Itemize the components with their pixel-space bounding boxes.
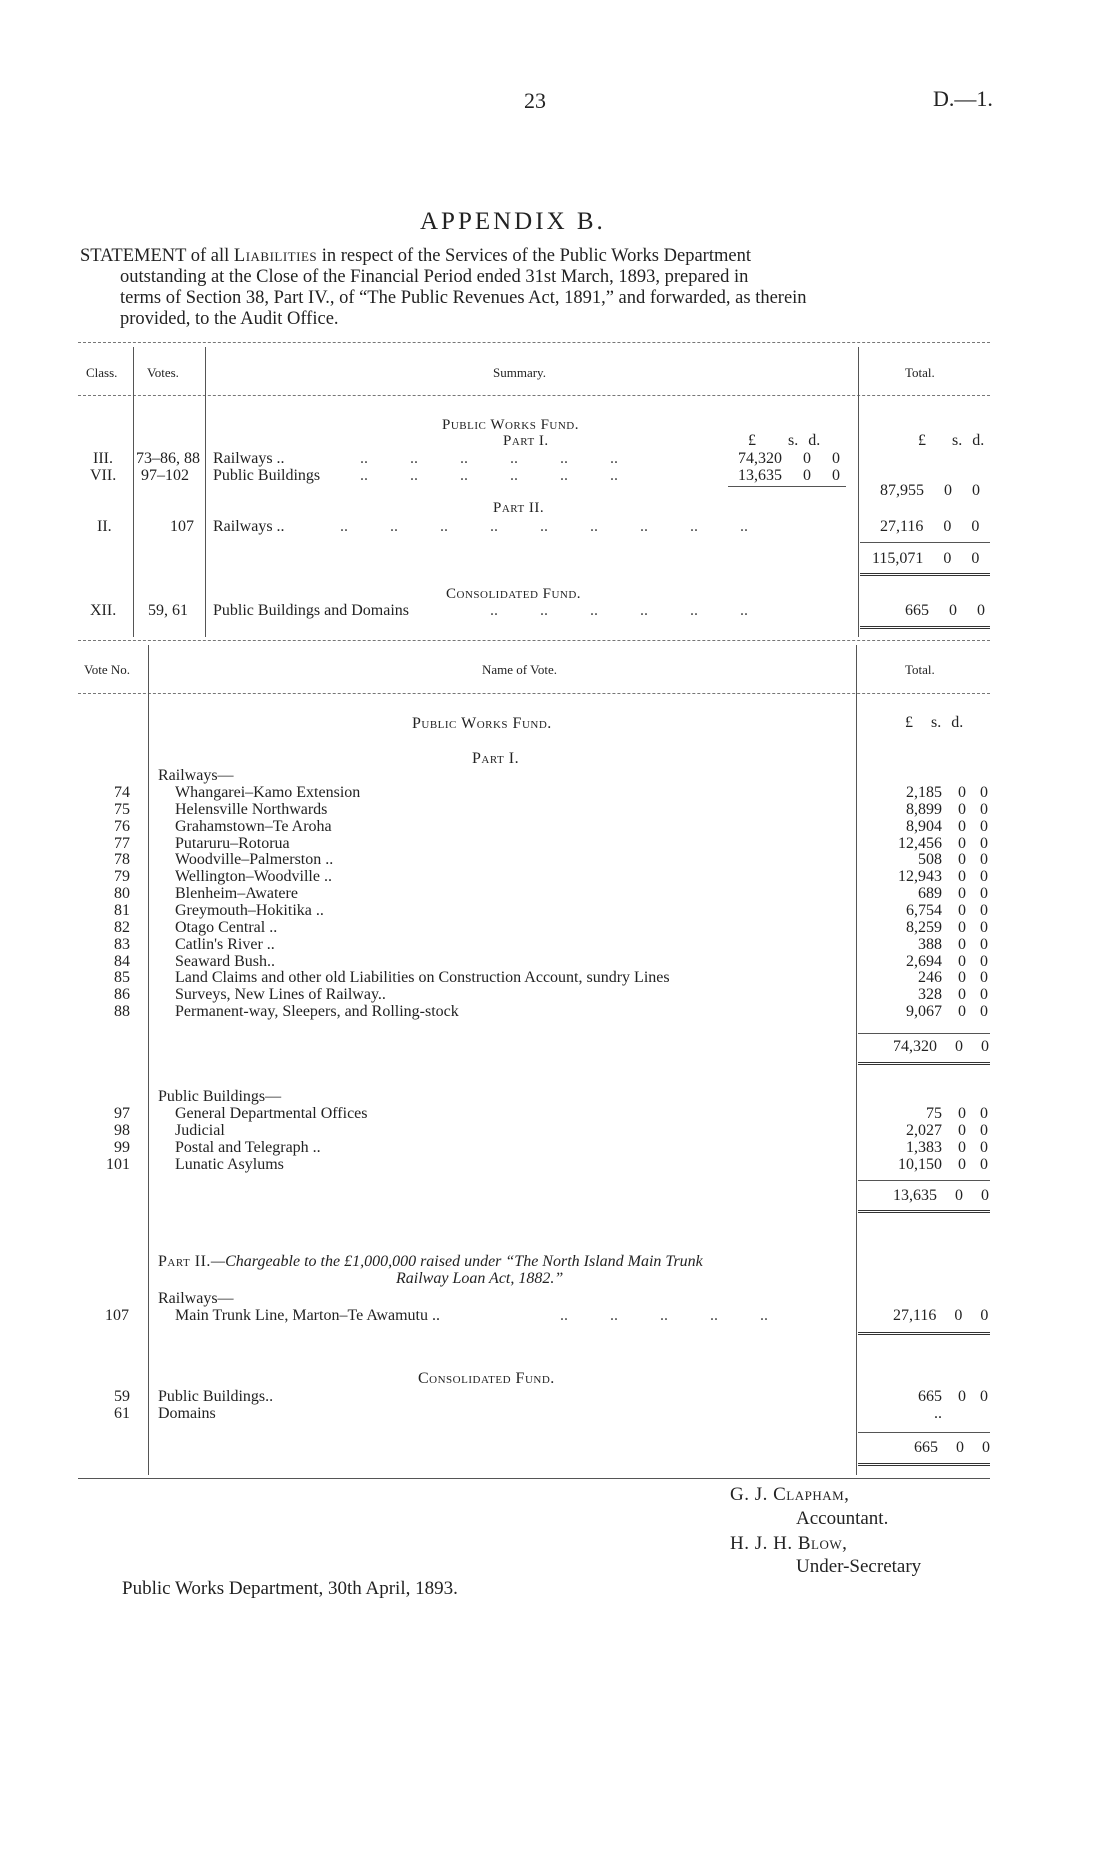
vote-name: Land Claims and other old Liabilities on Construction Account, sundry Lines xyxy=(175,969,670,987)
part2-line2 xyxy=(396,1270,563,1288)
vote-name: Postal and Telegraph .. xyxy=(175,1138,321,1156)
shillings: 0 xyxy=(943,518,952,535)
intro-line-4: provided, to the Audit Office. xyxy=(120,309,339,329)
vote-number: 97 xyxy=(114,1105,130,1122)
signatory-1-name: G. J. Clapham, xyxy=(730,1484,850,1505)
pounds: 115,071 xyxy=(872,550,924,567)
vote-pence: 0 xyxy=(980,1105,988,1122)
appendix-title: APPENDIX B. xyxy=(420,208,606,235)
shillings-label: s. xyxy=(931,714,942,731)
summary-row-name: Railways .. xyxy=(213,450,285,467)
vote-number: 75 xyxy=(114,800,130,818)
vote-pounds: 6,754 xyxy=(906,901,942,919)
vote-name: Grahamstown–Te Aroha xyxy=(175,817,332,835)
vote-pence: 0 xyxy=(980,1121,988,1139)
vote-number: 79 xyxy=(114,868,130,886)
pence: 0 xyxy=(971,550,980,567)
vote-pounds: 2,027 xyxy=(906,1121,942,1139)
summary-part1-total xyxy=(880,482,980,500)
vote-shillings: 0 xyxy=(958,834,966,852)
vote-shillings: 0 xyxy=(958,784,966,801)
summary-part2: Part II. xyxy=(493,500,545,516)
pounds: 665 xyxy=(914,1439,938,1456)
summary-pwf-total xyxy=(872,550,979,568)
vote-name: Whangarei–Kamo Extension xyxy=(175,784,361,801)
vote-name: Public Buildings.. xyxy=(158,1388,274,1405)
pence: 0 xyxy=(972,482,980,499)
pence: 0 xyxy=(977,602,985,619)
vote-number: 80 xyxy=(114,885,130,903)
vote-pounds: .. xyxy=(934,1404,942,1422)
summary-row-votes: 97–102 xyxy=(141,467,189,484)
vote-pence: 0 xyxy=(980,851,988,869)
footer-dateline: Public Works Department, 30th April, 1893. xyxy=(122,1578,458,1599)
vote-shillings: 0 xyxy=(958,800,966,818)
summary-row-total xyxy=(880,518,979,536)
vote-number: 81 xyxy=(114,901,130,919)
consolidated-total xyxy=(914,1439,990,1457)
summary-row-shillings: 0 xyxy=(803,450,811,467)
vote-pence: 0 xyxy=(980,952,988,970)
vote-number: 101 xyxy=(106,1155,130,1173)
part2-text-2: Railway Loan Act, 1882.” xyxy=(396,1270,564,1287)
vote-shillings: 0 xyxy=(958,1121,966,1139)
vote-name: Seaward Bush.. xyxy=(175,952,275,970)
shillings: 0 xyxy=(943,550,952,567)
pence: 0 xyxy=(982,1439,990,1456)
vote-number: 85 xyxy=(114,969,130,987)
vote-number: 61 xyxy=(114,1404,130,1422)
vote-pence: 0 xyxy=(980,901,988,919)
shillings: 0 xyxy=(954,1307,963,1324)
intro-line-3: terms of Section 38, Part IV., of “The Public Revenues Act, 1891,” and forwarded, as therein xyxy=(120,288,807,308)
buildings-total xyxy=(893,1187,989,1205)
page-number: 23 xyxy=(524,88,546,113)
summary-row-pounds: 74,320 xyxy=(738,450,782,467)
vote-pounds: 8,904 xyxy=(906,817,942,835)
vote-shillings: 0 xyxy=(958,986,966,1004)
vote-pounds: 8,899 xyxy=(906,800,942,818)
vote-pence: 0 xyxy=(980,918,988,936)
pounds: 13,635 xyxy=(893,1187,937,1204)
vote-pounds: 12,943 xyxy=(898,868,942,886)
pence: 0 xyxy=(981,1187,989,1204)
vote-pounds: 8,259 xyxy=(906,918,942,936)
vote-pounds: 328 xyxy=(918,986,942,1004)
summary-row-pence: 0 xyxy=(832,467,840,484)
part2-line1 xyxy=(158,1253,703,1271)
summary-header-summary: Summary. xyxy=(493,365,546,380)
buildings-heading: Public Buildings— xyxy=(158,1088,282,1105)
summary-currency-total xyxy=(918,432,984,450)
vote-pounds: 689 xyxy=(918,885,942,903)
summary-header-votes: Votes. xyxy=(147,365,179,380)
vote-pounds: 75 xyxy=(926,1105,942,1122)
vote-number: 78 xyxy=(114,851,130,869)
vote-pence: 0 xyxy=(980,1155,988,1173)
intro-line-2: outstanding at the Close of the Financial Period ended 31st March, 1893, prepared in xyxy=(120,267,749,287)
signatory-2-title: Under-Secretary xyxy=(796,1556,922,1577)
detail-header-name: Name of Vote. xyxy=(482,662,557,677)
vote-shillings: 0 xyxy=(958,1155,966,1173)
vote-pence: 0 xyxy=(980,834,988,852)
pence: 0 xyxy=(971,518,980,535)
vote-number: 84 xyxy=(114,952,130,970)
summary-consolidated-fund: Consolidated Fund. xyxy=(446,586,582,602)
pence-label: d. xyxy=(972,432,985,449)
summary-row-pence: 0 xyxy=(832,450,840,467)
vote-number: 107 xyxy=(105,1307,129,1324)
signatory-1-title: Accountant. xyxy=(796,1508,889,1529)
pence-label: d. xyxy=(808,432,821,449)
detail-public-works-fund: Public Works Fund. xyxy=(412,715,552,732)
pound-sign: £ xyxy=(905,714,913,731)
vote-pence: 0 xyxy=(980,784,988,801)
summary-row-name: Public Buildings and Domains xyxy=(213,602,409,619)
pounds: 27,116 xyxy=(893,1307,937,1324)
summary-row-pounds: 13,635 xyxy=(738,467,782,484)
summary-row-class: III. xyxy=(93,450,113,467)
summary-row-votes: 107 xyxy=(170,518,194,535)
intro-line-1-rest: in respect of the Services of the Public Works Department xyxy=(321,246,751,266)
vote-number: 99 xyxy=(114,1138,130,1156)
vote-name: Domains xyxy=(158,1404,216,1422)
vote-pence: 0 xyxy=(980,1003,988,1021)
vote-total xyxy=(893,1307,988,1325)
vote-name: Putaruru–Rotorua xyxy=(175,834,290,852)
intro-line-1 xyxy=(80,246,751,267)
vote-pounds: 246 xyxy=(918,969,942,987)
pence-label: d. xyxy=(951,714,964,731)
part2-railways-heading: Railways— xyxy=(158,1290,234,1307)
summary-row-name: Public Buildings xyxy=(213,467,321,484)
vote-name: Surveys, New Lines of Railway.. xyxy=(175,986,386,1004)
summary-part1: Part I. xyxy=(503,433,549,449)
vote-name: Wellington–Woodville .. xyxy=(175,868,332,886)
shillings-label: s. xyxy=(788,432,799,449)
vote-shillings: 0 xyxy=(958,1388,966,1405)
vote-pounds: 2,185 xyxy=(906,784,942,801)
vote-shillings: 0 xyxy=(958,868,966,886)
vote-name: Helensville Northwards xyxy=(175,800,328,818)
vote-number: 86 xyxy=(114,986,130,1004)
part2-text: —Chargeable to the £1,000,000 raised under “The North Island Main Trunk xyxy=(210,1253,703,1270)
statement-word: STATEMENT xyxy=(80,246,187,266)
vote-shillings: 0 xyxy=(958,952,966,970)
vote-number: 83 xyxy=(114,935,130,953)
vote-pounds: 12,456 xyxy=(898,834,942,852)
vote-pence: 0 xyxy=(980,986,988,1004)
vote-pence: 0 xyxy=(980,800,988,818)
vote-number: 74 xyxy=(114,784,130,801)
vote-shillings: 0 xyxy=(958,1105,966,1122)
vote-pence: 0 xyxy=(980,969,988,987)
vote-pounds: 388 xyxy=(918,935,942,953)
summary-header-total: Total. xyxy=(905,365,935,380)
vote-shillings: 0 xyxy=(958,935,966,953)
vote-shillings: 0 xyxy=(958,1003,966,1021)
signatory-2-name: H. J. H. Blow, xyxy=(730,1533,848,1554)
of-all-text: of all xyxy=(190,246,230,266)
summary-row-class: VII. xyxy=(90,467,117,484)
summary-row-shillings: 0 xyxy=(803,467,811,484)
railways-total xyxy=(893,1038,989,1056)
summary-public-works-fund: Public Works Fund. xyxy=(442,417,579,433)
vote-number: 59 xyxy=(114,1388,130,1405)
doc-reference: D.—1. xyxy=(933,86,993,111)
vote-shillings: 0 xyxy=(958,1138,966,1156)
vote-name: Otago Central .. xyxy=(175,918,278,936)
shillings: 0 xyxy=(949,602,957,619)
vote-pence: 0 xyxy=(980,1388,988,1405)
part2-label: Part II. xyxy=(158,1253,211,1270)
vote-name: Woodville–Palmerston .. xyxy=(175,851,334,869)
summary-row-votes: 73–86, 88 xyxy=(136,450,200,467)
summary-row-votes: 59, 61 xyxy=(148,602,188,619)
vote-shillings: 0 xyxy=(958,851,966,869)
vote-number: 82 xyxy=(114,918,130,936)
vote-pounds: 508 xyxy=(918,851,942,869)
vote-name: Main Trunk Line, Marton–Te Awamutu .. xyxy=(175,1307,440,1324)
vote-pence: 0 xyxy=(980,817,988,835)
pounds: 27,116 xyxy=(880,518,924,535)
vote-pounds: 10,150 xyxy=(898,1155,942,1173)
vote-name: Blenheim–Awatere xyxy=(175,885,298,903)
summary-row-class: XII. xyxy=(90,602,117,619)
vote-pence: 0 xyxy=(980,868,988,886)
vote-pence: 0 xyxy=(980,885,988,903)
railways-heading: Railways— xyxy=(158,767,234,784)
vote-number: 98 xyxy=(114,1121,130,1139)
vote-number: 77 xyxy=(114,834,130,852)
pounds: 74,320 xyxy=(893,1038,937,1055)
liabilities-word: Liabilities xyxy=(233,246,318,266)
vote-shillings: 0 xyxy=(958,885,966,903)
vote-name: General Departmental Offices xyxy=(175,1105,368,1122)
vote-name: Catlin's River .. xyxy=(175,935,275,953)
vote-name: Judicial xyxy=(175,1121,225,1139)
pounds: 87,955 xyxy=(880,482,924,499)
vote-pounds: 2,694 xyxy=(906,952,942,970)
vote-pence: 0 xyxy=(980,1138,988,1156)
summary-currency-inner xyxy=(748,432,820,450)
shillings: 0 xyxy=(955,1038,963,1055)
pence: 0 xyxy=(981,1038,989,1055)
pound-sign: £ xyxy=(748,432,756,449)
vote-pence: 0 xyxy=(980,935,988,953)
shillings: 0 xyxy=(956,1439,964,1456)
vote-shillings: 0 xyxy=(958,817,966,835)
vote-name: Greymouth–Hokitika .. xyxy=(175,901,324,919)
vote-shillings: 0 xyxy=(958,918,966,936)
pounds: 665 xyxy=(905,602,929,619)
detail-consolidated-fund: Consolidated Fund. xyxy=(418,1370,555,1387)
detail-currency xyxy=(905,714,963,732)
vote-number: 88 xyxy=(114,1003,130,1021)
vote-name: Lunatic Asylums xyxy=(175,1155,284,1173)
detail-header-vote-no: Vote No. xyxy=(84,662,130,677)
shillings: 0 xyxy=(955,1187,963,1204)
pound-sign: £ xyxy=(918,432,926,449)
vote-shillings: 0 xyxy=(958,969,966,987)
summary-row-class: II. xyxy=(97,518,112,535)
summary-row-total xyxy=(905,602,985,620)
detail-part1: Part I. xyxy=(472,750,520,767)
shillings: 0 xyxy=(944,482,952,499)
shillings-label: s. xyxy=(952,432,963,449)
vote-name: Permanent-way, Sleepers, and Rolling-stock xyxy=(175,1003,459,1021)
summary-header-class: Class. xyxy=(86,365,118,380)
vote-shillings: 0 xyxy=(958,901,966,919)
detail-header-total: Total. xyxy=(905,662,935,677)
pence: 0 xyxy=(980,1307,989,1324)
vote-pounds: 1,383 xyxy=(906,1138,942,1156)
summary-row-name: Railways .. xyxy=(213,518,285,535)
vote-number: 76 xyxy=(114,817,130,835)
vote-pounds: 665 xyxy=(918,1388,942,1405)
vote-pounds: 9,067 xyxy=(906,1003,942,1021)
